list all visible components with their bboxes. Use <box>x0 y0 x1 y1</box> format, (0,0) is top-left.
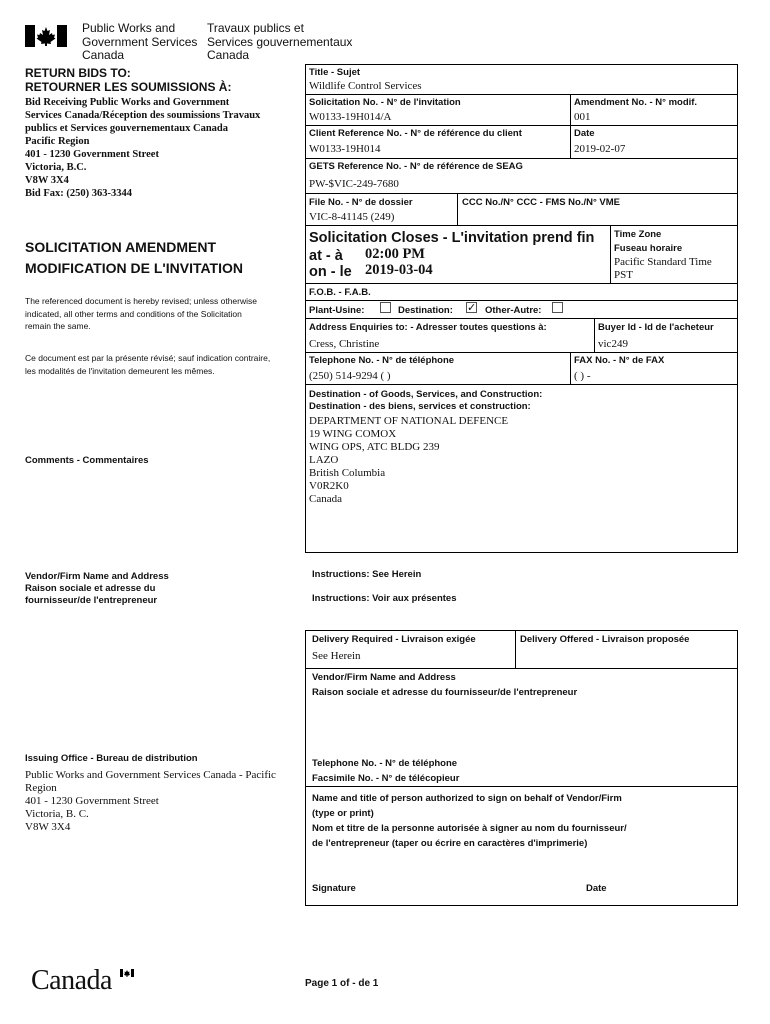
file-no-value: VIC-8-41145 (249) <box>309 211 395 223</box>
closing-date-value: 2019-03-04 <box>365 262 433 278</box>
closing-time-label: at - à <box>309 248 343 264</box>
fax-label: FAX No. - N° de FAX <box>574 355 665 366</box>
destination-address: DEPARTMENT OF NATIONAL DEFENCE 19 WING COMOX WING OPS, ATC BLDG 239 LAZO British Columbia V0R2K0 Canada <box>309 415 509 505</box>
other-autre-checkbox[interactable] <box>552 302 563 313</box>
telephone-label: Telephone No. - N° de téléphone <box>309 355 455 366</box>
wordmark-flag-icon <box>120 964 134 972</box>
document-title: SOLICITATION AMENDMENT MODIFICATION DE L'INVITATION <box>25 239 243 276</box>
solicitation-closes-label: Solicitation Closes - L'invitation prend fin <box>309 230 595 246</box>
amendment-no-label: Amendment No. - N° modif. <box>574 97 698 108</box>
date-label: Date <box>574 128 595 139</box>
issuing-office-address: Public Works and Government Services Canada - Pacific Region 401 - 1230 Government Street Victoria, B. C. V8W 3X4 <box>25 769 276 833</box>
ccc-no-label: CCC No./N° CCC - FMS No./N° VME <box>462 197 621 208</box>
buyer-id-value: vic249 <box>598 338 628 350</box>
vendor-facsimile-label: Facsimile No. - N° de télécopieur <box>312 773 460 784</box>
amendment-no-value: 001 <box>574 111 591 123</box>
plant-usine-checkbox[interactable] <box>380 302 391 313</box>
delivery-offered-label: Delivery Offered - Livraison proposée <box>520 634 690 645</box>
signature-date-label: Date <box>586 883 607 894</box>
client-reference-label: Client Reference No. - N° de référence du client <box>309 128 522 139</box>
title-label: Title - Sujet <box>309 67 361 78</box>
instructions-fr: Instructions: Voir aux présentes <box>312 593 457 604</box>
buyer-id-label: Buyer Id - Id de l'acheteur <box>598 322 714 333</box>
revision-note-en: The referenced document is hereby revised; unless otherwise indicated, all other terms and conditions of the Solicitation remain the same. <box>25 296 257 331</box>
delivery-required-label: Delivery Required - Livraison exigée <box>312 634 476 645</box>
issuing-office-label: Issuing Office - Bureau de distribution <box>25 753 198 764</box>
canada-wordmark: Canada <box>31 965 112 996</box>
signature-label: Signature <box>312 883 356 894</box>
solicitation-no-value: W0133-19H014/A <box>309 111 392 123</box>
other-autre-label: Other-Autre: <box>485 305 542 316</box>
address-enquiries-value: Cress, Christine <box>309 338 380 350</box>
department-name-fr: Travaux publics et Services gouvernementaux Canada <box>207 21 353 62</box>
return-bids-address: Bid Receiving Public Works and Government Services Canada/Réception des soumissions Travaux publics et Services gouvernementaux Canada Pacific Region 401 - 1230 Government Street Victoria, B.C. V8W 3X4 Bid Fax: (250) 363-3344 <box>25 97 261 199</box>
time-zone-label: Time Zone Fuseau horaire <box>614 229 683 254</box>
gets-reference-label: GETS Reference No. - N° de référence de SEAG <box>309 161 523 172</box>
title-value: Wildlife Control Services <box>309 80 422 92</box>
destination-goods-label: Destination - of Goods, Services, and Construction: Destination - des biens, services et construction: <box>309 389 543 412</box>
authorized-person-label: Name and title of person authorized to sign on behalf of Vendor/Firm (type or print) Nom et titre de la personne autorisée à signer au nom du fournisseur/ de l'entrepreneur (taper ou écrire en caractères d'imprimerie) <box>312 793 627 849</box>
date-value: 2019-02-07 <box>574 143 626 155</box>
telephone-value: (250) 514-9294 ( ) <box>309 370 391 382</box>
vendor-telephone-label: Telephone No. - N° de téléphone <box>312 758 458 769</box>
department-name-en: Public Works and Government Services Canada <box>82 21 198 62</box>
fob-label: F.O.B. - F.A.B. <box>309 287 371 298</box>
gets-reference-value: PW-$VIC-249-7680 <box>309 178 399 190</box>
plant-usine-label: Plant-Usine: <box>309 305 365 316</box>
vendor-firm-label: Vendor/Firm Name and Address Raison sociale et adresse du fournisseur/de l'entrepreneur <box>312 672 578 698</box>
delivery-required-value: See Herein <box>312 650 361 662</box>
address-enquiries-label: Address Enquiries to: - Adresser toutes questions à: <box>309 322 547 333</box>
time-zone-value: Pacific Standard Time PST <box>614 256 712 281</box>
comments-label: Comments - Commentaires <box>25 455 149 466</box>
closing-time-value: 02:00 PM <box>365 246 425 262</box>
destination-label: Destination: <box>398 305 453 316</box>
return-bids-title: RETURN BIDS TO: RETOURNER LES SOUMISSIONS À: <box>25 66 232 94</box>
canada-flag-icon <box>25 25 67 47</box>
revision-note-fr: Ce document est par la présente révisé; sauf indication contraire, les modalités de l'invitation demeurent les mêmes. <box>25 353 271 376</box>
file-no-label: File No. - N° de dossier <box>309 197 413 208</box>
destination-checkbox[interactable]: ✓ <box>467 301 477 314</box>
closing-date-label: on - le <box>309 264 352 280</box>
vendor-left-label: Vendor/Firm Name and Address Raison sociale et adresse du fournisseur/de l'entrepreneur <box>25 571 169 606</box>
page-number: Page 1 of - de 1 <box>305 978 379 989</box>
instructions-en: Instructions: See Herein <box>312 569 422 580</box>
client-reference-value: W0133-19H014 <box>309 143 381 155</box>
fax-value: ( ) - <box>574 370 591 382</box>
solicitation-no-label: Solicitation No. - N° de l'invitation <box>309 97 461 108</box>
